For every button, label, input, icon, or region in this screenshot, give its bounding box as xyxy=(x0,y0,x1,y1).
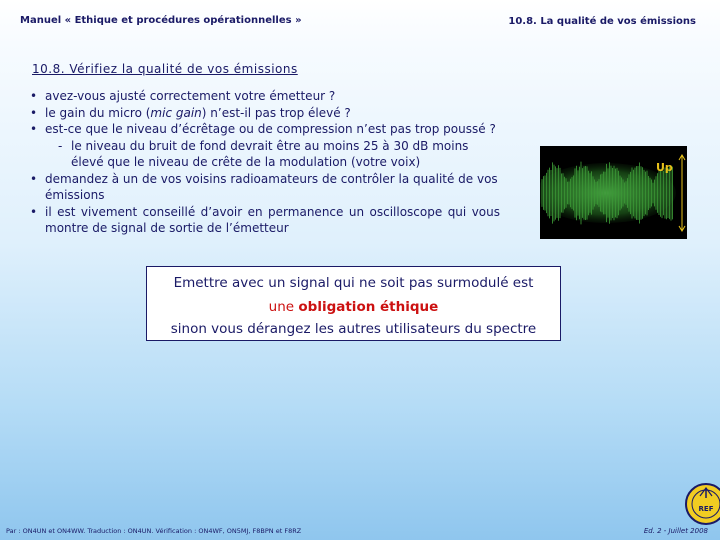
logo-text: REF xyxy=(698,505,714,513)
bullet-text: est-ce que le niveau d’écrêtage ou de compression n’est pas trop poussé ? xyxy=(45,122,496,136)
section-header: 10.8. La qualité de vos émissions xyxy=(508,16,696,27)
callout-line: Emettre avec un signal qui ne soit pas surmodulé est xyxy=(173,275,534,291)
callout-prefix: une xyxy=(268,299,299,315)
bullet-text: demandez à un de vos voisins radioamateurs de contrôler la qualité de vos émissions xyxy=(45,171,498,202)
list-item: • demandez à un de vos voisins radioamateurs de contrôler la qualité de vos émissions xyxy=(30,171,498,202)
callout-emphasis-line xyxy=(147,299,560,315)
list-item: • est-ce que le niveau d’écrêtage ou de compression n’est pas trop poussé ? xyxy=(30,122,496,136)
callout-emphasis: obligation éthique xyxy=(298,299,439,315)
footer-edition: Ed. 2 - Juillet 2008 xyxy=(643,527,708,535)
bullet-text: avez-vous ajusté correctement votre émetteur ? xyxy=(45,89,336,103)
ref-logo-icon xyxy=(684,482,720,526)
bullet-text: il est vivement conseillé d’avoir en permanence un oscilloscope qui vous montre de signal de sortie de l’émetteur xyxy=(45,204,500,235)
bullet-text: le niveau du bruit de fond devrait être au moins 25 à 30 dB moins élevé que le niveau de crête de la modulation (votre voix) xyxy=(71,138,469,169)
oscilloscope-waveform xyxy=(540,146,687,239)
list-item: • le gain du micro (mic gain) n’est-il pas trop élevé ? xyxy=(30,105,351,120)
mic-gain-term: mic gain xyxy=(150,105,202,120)
oscilloscope-image xyxy=(540,146,687,239)
list-item: • avez-vous ajusté correctement votre émetteur ? xyxy=(30,89,336,103)
page-title: 10.8. Vérifiez la qualité de vos émissions xyxy=(32,62,298,76)
footer-credits: Par : ON4UN et ON4WW. Traduction : ON4UN. Vérification : ON4WF, ON5MJ, F8BPN et F8RZ xyxy=(6,527,302,535)
callout-box xyxy=(146,266,561,341)
peak-voltage-label: Up xyxy=(656,161,673,174)
document-header-title: Manuel « Ethique et procédures opérationnelles » xyxy=(20,15,302,26)
bullet-text-rest: ) n’est-il pas trop élevé ? xyxy=(201,105,351,120)
bullet-text: le gain du micro ( xyxy=(45,105,151,120)
list-sub-item: - le niveau du bruit de fond devrait être au moins 25 à 30 dB moins élevé que le niveau de crête de la modulation (votre voix) xyxy=(30,138,500,171)
callout-line: sinon vous dérangez les autres utilisateurs du spectre xyxy=(170,321,537,337)
bullet-list xyxy=(30,88,500,237)
list-item: • il est vivement conseillé d’avoir en permanence un oscilloscope qui vous montre de signal de sortie de l’émetteur xyxy=(30,204,500,235)
ref-logo xyxy=(684,482,720,526)
